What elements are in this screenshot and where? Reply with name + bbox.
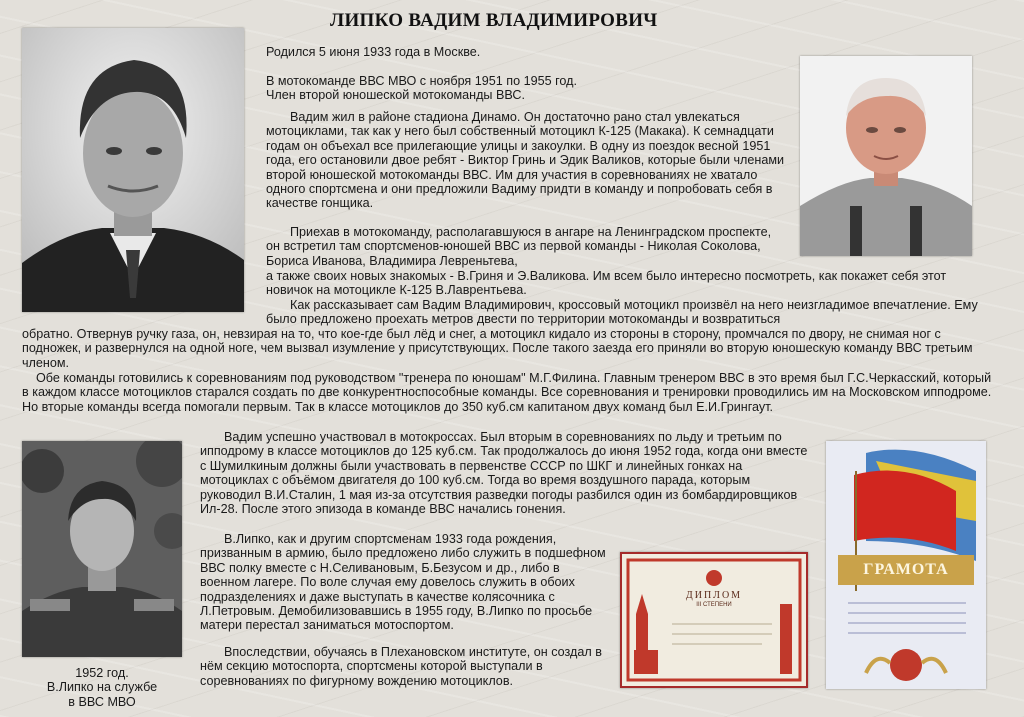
portrait-elderly-photo	[800, 56, 972, 256]
intro-born: Родился 5 июня 1933 года в Москве.	[266, 45, 481, 59]
paragraph-4: Обе команды готовились к соревнованиям под руководством "тренера по юношам" М.Г.Филина. Главным тренером ВВС в это время был Г.С.Черкасский, который в каждом классе мотоциклов старался создать по две конкурентноспособные команды. Все соревнования и тренировки проводились им на Московском ипподроме. Но вторые команды всегда помогали первым. Так в классе мотоциклов до 350 куб.см капитаном двух команд был Е.И.Грингаут.	[22, 371, 992, 414]
gramota-certificate	[826, 441, 986, 689]
intro-team-line1: В мотокоманде ВВС МВО с ноября 1951 по 1955 год.	[266, 74, 577, 88]
military-photo-1952	[22, 441, 182, 657]
intro-team-line2: Член второй юношеской мотокоманды ВВС.	[266, 88, 525, 102]
portrait-young-photo	[22, 28, 244, 312]
paragraph-7: Впоследствии, обучаясь в Плехановском институте, он создал в нём секцию мотоспорта, спортсмены которой выступали в соревнованиях по фигурному вождению мотоциклов.	[200, 645, 602, 688]
caption-line-1: 1952 год.	[75, 666, 129, 680]
paragraph-6: В.Липко, как и другим спортсменам 1933 года рождения, призванным в армию, было предложено либо служить в подшефном ВВС полку вместе с Н.Селивановым, Б.Безусом и др., либо в военном лагере. По воле случая ему довелось служить в обоих подразделениях и даже выступать в качестве колясочника с Л.Петровым. Демобилизовавшись в 1955 году, В.Липко по просьбе матери перестал заниматься мотоспортом.	[200, 532, 606, 633]
caption-line-3: в ВВС МВО	[68, 694, 136, 709]
paragraph-1: Вадим жил в районе стадиона Динамо. Он достаточно рано стал увлекаться мотоциклами, так как у него был собственный мотоцикл К-125 (Макака). К семнадцати годам он объехал все прилегающие улицы и закоулки. В одну из поездок весной 1951 года, его остановили двое ребят - Виктор Гринь и Эдик Валиков, которые были членами второй юношеской мотокоманды ВВС. Им для участия в соревнованиях не хватало одного спортсмена и они предложили Вадиму придти в команду и попробовать себя в качестве гонщика.	[266, 110, 785, 211]
paragraph-3a: Как рассказывает сам Вадим Владимирович, кроссовый мотоцикл произвёл на него неизгладимое впечатление. Ему было предложено проехать метров двести по территории мотокоманды и возвратиться	[266, 298, 978, 327]
paragraph-2a: Приехав в мотокоманду, располагавшуюся в ангаре на Ленинградском проспекте, он встретил там спортсменов-юношей ВВС из первой команды - Николая Соколова, Бориса Иванова, Владимира Левреньтева,	[266, 225, 772, 268]
diploma-heading: ДИПЛОМ	[685, 590, 743, 601]
paragraph-2b: а также своих новых знакомых - В.Гриня и Э.Валикова. Им всем было интересно посмотреть, как покажет себя этот новичок на мотоцикле К-125 В.Лаврентьева.	[266, 269, 947, 298]
paragraph-5: Вадим успешно участвовал в мотокроссах. Был вторым в соревнованиях по льду и третьим по ипподрому в классе мотоциклов до 125 куб.см. Так продолжалось до июня 1952 года, когда они вместе с Шумилкиным должны были участвовать в первенстве СССР по ШКГ и линейных гонках на мотоциклах с объёмом двигателя до 100 куб.см. Тогда во время воздушного парада, которым руководил В.И.Сталин, 1 мая из-за отсутствия разведки погоды разбился один из бомбардировщиков Ил-28. После этого эпизода в команде ВВС начались гонения.	[200, 430, 808, 517]
diploma-subheading: III СТЕПЕНИ	[696, 602, 732, 608]
caption-line-2: В.Липко на службе	[46, 680, 158, 695]
military-photo-caption	[22, 666, 182, 709]
gramota-heading: ГРАМОТА	[863, 561, 949, 578]
paragraph-3b: обратно. Отвернув ручку газа, он, невзирая на то, что кое-где был лёд и снег, а мотоцикл кидало из стороны в сторону, промчался по двору, не снимая ног с подножек, и развернулся на одной ноге, чем вызвал изумление у присутствующих. После такого заезда его приняли во вторую юношескую команду ВВС третьим членом.	[22, 327, 973, 370]
diploma-document	[620, 552, 808, 688]
page-title: ЛИПКО ВАДИМ ВЛАДИМИРОВИЧ	[330, 10, 658, 31]
